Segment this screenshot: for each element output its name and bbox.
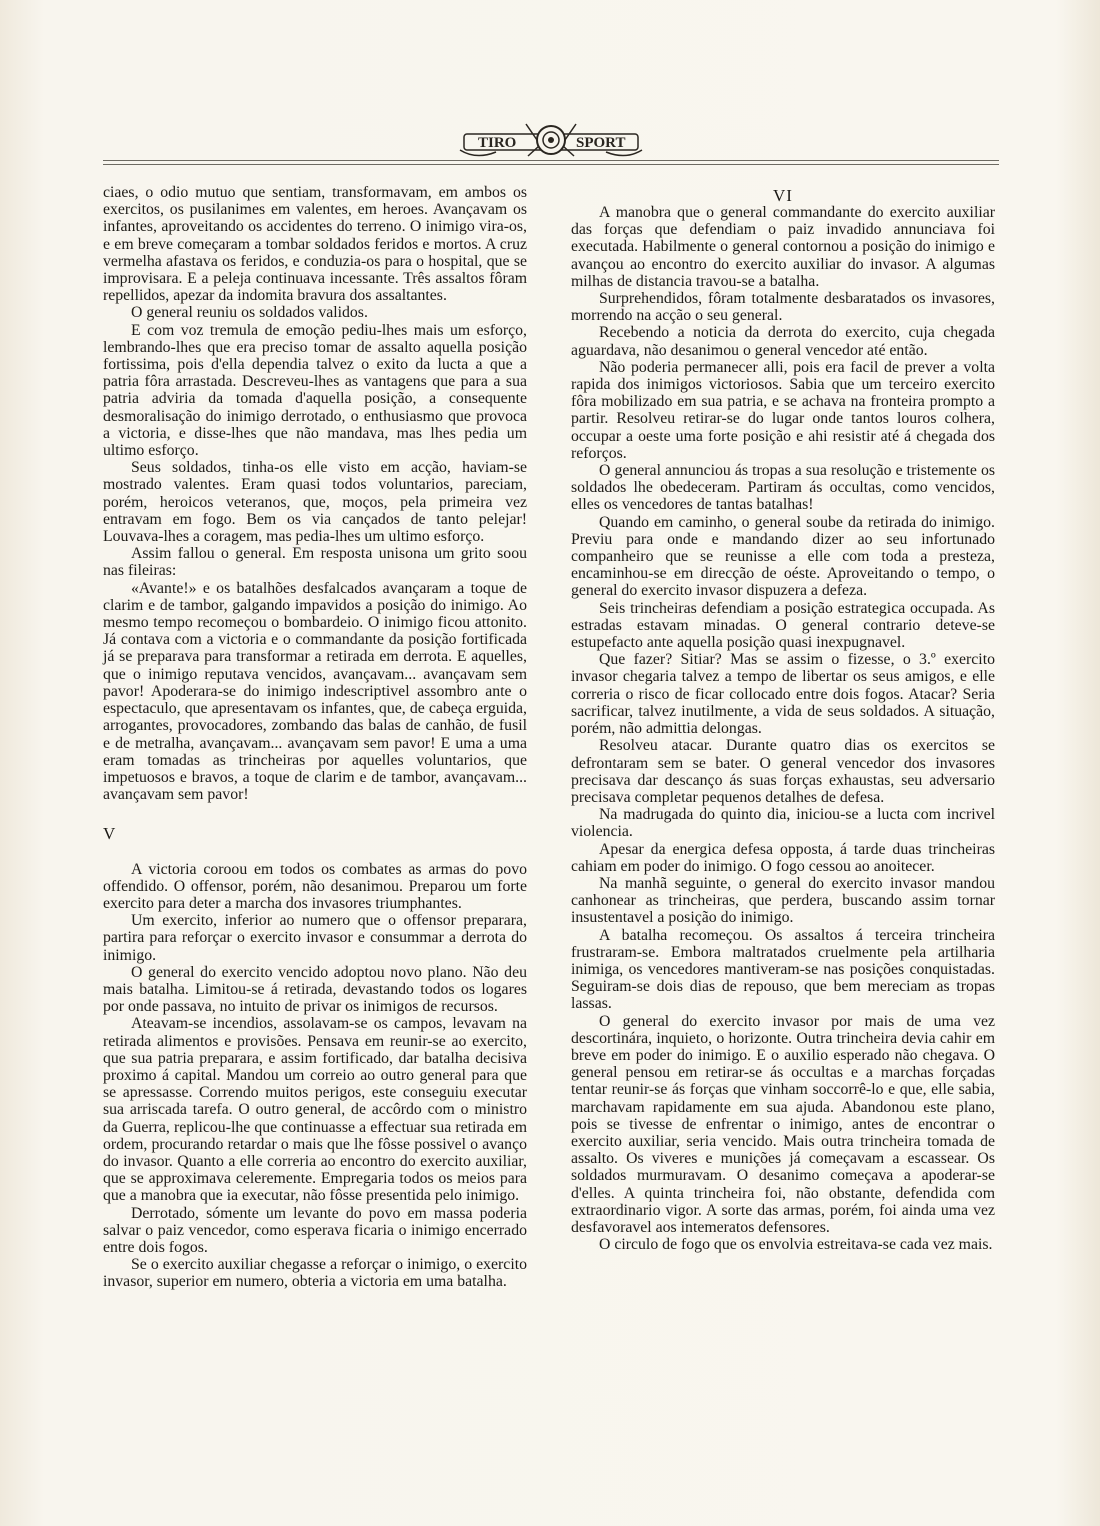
paragraph: Na manhã seguinte, o general do exercito invasor mandou canhonear as trincheiras, que perdera, buscando assim tornar insustentavel a posição do inimigo. — [571, 874, 995, 927]
header-rule-top — [103, 160, 999, 161]
paragraph: Resolveu atacar. Durante quatro dias os exercitos se defrontaram sem se bater. O general vencedor dos invasores precisava dar descanço ás suas forças exhaustas, seu adversario precisava completar pequenos detalhes de defesa. — [571, 737, 995, 806]
paragraph: Ateavam-se incendios, assolavam-se os campos, levavam na retirada alimentos e provisões. Pensava em reunir-se ao exercito, que sua patria preparara, e assim fortificado, dar batalha decisiva proximo á capital. Mandou um correio ao outro general para que se apressasse. Correndo muitos perigos, este conseguiu executar sua arriscada tarefa. O outro general, de accôrdo com o ministro da Guerra, replicou-lhe que continuasse a effectuar sua retirada em ordem, procurando retardar o mais que lhe fôsse possivel o avanço do invasor. Quanto a elle correria ao encontro do exercito auxiliar, que se approximava celeremente. Empregaria todos os meios para que a manobra que ia executar, não fôsse presentida pelo inimigo. — [103, 1015, 527, 1205]
paragraph: Derrotado, sómente um levante do povo em massa poderia salvar o paiz vencedor, como esperava ficaria o inimigo encerrado entre dois fogos. — [103, 1204, 527, 1256]
paragraph: O general do exercito invasor por mais de uma vez descortinára, inquieto, o horizonte. Outra trincheira devia cahir em breve em poder do inimigo. E o auxilio esperado não chegava. O general pensou em retirar-se ás occultas e a marchas forçadas tentar reunir-se ás forças que vinham soccorrê-lo e que, elle sabia, marchavam rapidamente em sua ajuda. Abandonou este plano, pois se tivesse de enfrentar o inimigo, antes de encontrar o exercito auxiliar, seria vencido. Mais outra trincheira tomada de assalto. Os viveres e munições já começavam a escassear. Os soldados murmuravam. O desanimo começava a apoderar-se d'elles. A quinta trincheira foi, não obstante, defendida com extraordinario vigor. A sorte das armas, porém, foi ainda uma vez desfavoravel aos intemeratos defensores. — [571, 1012, 995, 1236]
paragraph: Apesar da energica defesa opposta, á tarde duas trincheiras cahiam em poder do inimigo. O fogo cessou ao anoitecer. — [571, 840, 995, 875]
tiro-sport-logo-icon — [456, 116, 646, 162]
paragraph: «Avante!» e os batalhões desfalcados avançaram a toque de clarim e de tambor, galgando impavidos a posição do inimigo. Ao mesmo tempo recomeçou o bombardeio. O inimigo ficou attonito. Já contava com a victoria e o commandante da posição fortificada já se preparava para transformar a retirada em derrota. E aquelles, que o inimigo reputava vencidos, avançavam... avançavam sem pavor! Apoderara-se do inimigo indescriptivel assombro ante o espectaculo, que apresentavam os infantes, que, de cabeça erguida, arrogantes, provocadores, zombando das balas de canhão, de fusil e de metralha, avançavam... avançavam sem pavor! E uma a uma eram tomadas as trincheiras por aquelles voluntarios, que impetuosos e bravos, a toque de clarim e de tambor, avançavam... avançavam sem pavor! — [103, 579, 527, 804]
paragraph: E com voz tremula de emoção pediu-lhes mais um esforço, lembrando-lhes que era preciso tomar de assalto aquella posição fortissima, pois d'ella dependia talvez o exito da lucta a que a patria fôra arrastada. Descreveu-lhes as vantagens que para a sua patria adviria da tomada d'aquella posição, a consequente desmoralisação do inimigo derrotado, o enthusiasmo que provoca a victoria, e disse-lhes que não mandava, mas lhes pedia um ultimo esforço. — [103, 321, 527, 460]
paragraph: Se o exercito auxiliar chegasse a reforçar o inimigo, o exercito invasor, superior em numero, obteria a victoria em uma batalha. — [103, 1256, 527, 1291]
paragraph: A batalha recomeçou. Os assaltos á terceira trincheira frustraram-se. Embora maltratados cruelmente pela artilharia inimiga, os vencedores mantiveram-se nas posições conquistadas. Seguiram-se dois dias de repouso, que bem mereciam as tropas lassas. — [571, 926, 995, 1013]
paragraph: Recebendo a noticia da derrota do exercito, cuja chegada aguardava, não desanimou o general vencedor até então. — [571, 324, 995, 359]
paragraph: Seis trincheiras defendiam a posição estrategica occupada. As estradas estavam minadas. O general contrario deteve-se estupefacto ante aquella posição quasi inexpugnavel. — [571, 599, 995, 652]
paragraph: Assim fallou o general. Em resposta unisona um grito soou nas fileiras: — [103, 545, 527, 580]
paragraph: A manobra que o general commandante do exercito auxiliar das forças que defendiam o paiz invadido annunciava foi executada. Habilmente o general contornou a posição do inimigo e avançou ao encontro do exercito auxiliar do invasor. A algumas milhas de distancia travou-se a batalha. — [571, 204, 995, 290]
paragraph: A victoria coroou em todos os combates as armas do povo offendido. O offensor, porém, não desanimou. Preparou um forte exercito para deter a marcha dos invasores triumphantes. — [103, 860, 527, 912]
paragraph: Não poderia permanecer alli, pois era facil de prever a volta rapida dos inimigos victoriosos. Sabia que um terceiro exercito fôra mobilizado em sua patria, e se achava na fronteira prompto a partir. Resolveu retirar-se do lugar onde tantos louros colhera, occupar a oeste uma forte posição e ahi resistir até á chegada dos reforços. — [571, 358, 995, 462]
paragraph: Um exercito, inferior ao numero que o offensor preparara, partira para reforçar o exercito invasor e consummar a derrota do inimigo. — [103, 912, 527, 964]
svg-text:SPORT: SPORT — [576, 135, 626, 151]
masthead-logo — [456, 116, 646, 162]
paragraph: Que fazer? Sitiar? Mas se assim o fizesse, o 3.º exercito invasor chegaria talvez a tempo de libertar os seus amigos, e elle correria o risco de ficar collocado entre dois fogos. Atacar? Seria sacrificar, talvez inutilmente, a vida de seus soldados. A situação, porém, não admittia delongas. — [571, 651, 995, 738]
paragraph: O general annunciou ás tropas a sua resolução e tristemente os soldados lhe obedeceram. Partiram ás occultas, como vencidos, elles os vencedores de tantas batalhas! — [571, 462, 995, 514]
header-rule-bottom — [103, 164, 999, 165]
section-heading-v: V — [103, 824, 117, 844]
paragraph: Surprehendidos, fôram totalmente desbaratados os invasores, morrendo na acção o seu general. — [571, 290, 995, 325]
paragraph: ciaes, o odio mutuo que sentiam, transformavam, em ambos os exercitos, os pusilanimes em valentes, em heroes. Avançavam os infantes, aproveitando os accidentes do terreno. O inimigo vira-os, e em breve começaram a tombar soldados feridos e mortos. A cruz vermelha afastava os feridos, e conduzia-os para o hospital, que se improvisara. E a peleja continuava incessante. Três assaltos fôram repellidos, apezar da indomita bravura dos assaltantes. — [103, 184, 527, 305]
paragraph: Quando em caminho, o general soube da retirada do inimigo. Previu para onde e mandando dizer ao seu infortunado companheiro que se reunisse a elle com toda a presteza, encaminhou-se em direcção de oéste. Aproveitando o tempo, o general do exercito invasor dispuzera a defeza. — [571, 513, 995, 600]
paragraph: O general reuniu os soldados validos. — [131, 304, 368, 322]
paragraph: Seus soldados, tinha-os elle visto em acção, haviam-se mostrado valentes. Eram quasi todos voluntarios, pareciam, porém, heroicos veteranos, que, moços, pela primeira vez entravam em fogo. Bem os via cançados de tanto pelejar! Louvava-lhes a coragem, mas pedia-lhes um ultimo esforço. — [103, 459, 527, 546]
right-column — [571, 204, 995, 1253]
paragraph: Na madrugada do quinto dia, iniciou-se a lucta com incrivel violencia. — [571, 806, 995, 841]
left-column — [103, 184, 527, 1291]
section-heading-vi: VI — [773, 186, 793, 205]
svg-text:TIRO: TIRO — [478, 135, 517, 151]
paragraph: O general do exercito vencido adoptou novo plano. Não deu mais batalha. Limitou-se á retirada, devastando todos os logares por onde passava, no intuito de privar os inimigos de recursos. — [103, 963, 527, 1016]
paragraph: O circulo de fogo que os envolvia estreitava-se cada vez mais. — [599, 1236, 993, 1254]
